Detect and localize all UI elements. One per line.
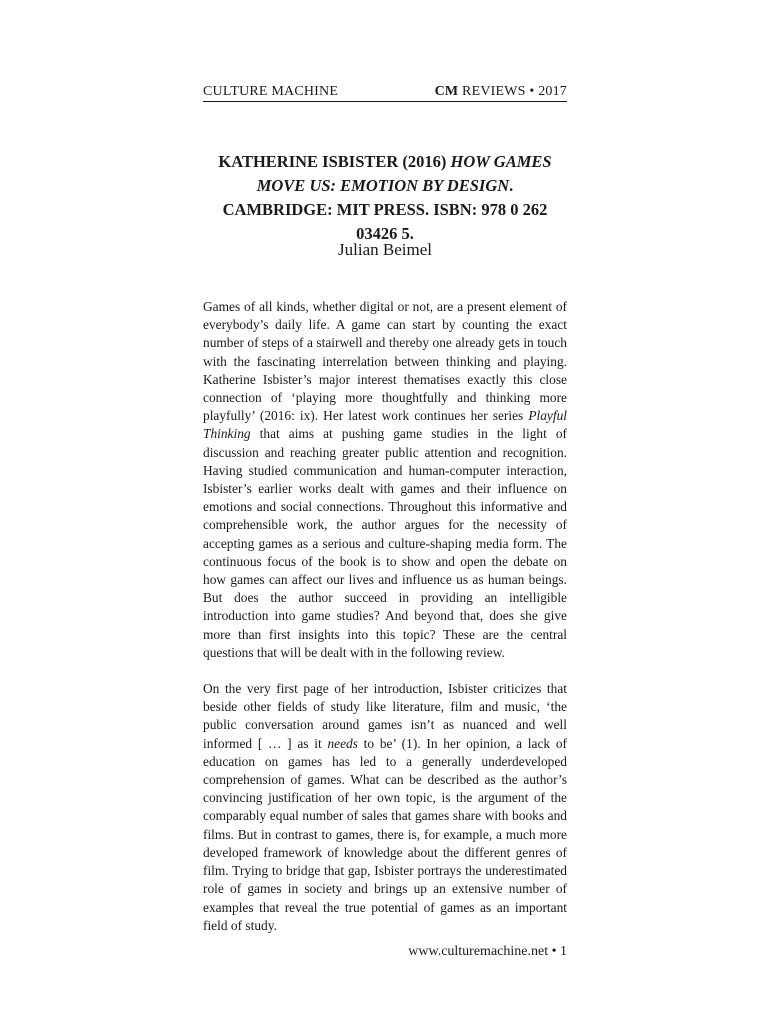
author-name: Julian Beimel: [338, 240, 432, 259]
title-part-1: KATHERINE ISBISTER (2016): [218, 152, 451, 171]
journal-name: CULTURE MACHINE: [203, 84, 339, 99]
paragraph-1: [203, 298, 567, 662]
p2-text-a: On the very first page of her introduction, Isbister criticizes that beside other fields of study like literature, film and music, ‘the public conversation around games isn’t as nuanced and well informed [ … ] as it: [203, 681, 567, 751]
title-part-2: . CAMBRIDGE: MIT PRESS. ISBN: 978 0 262 03426 5.: [222, 176, 548, 243]
cm-label: CM: [434, 84, 459, 99]
year-label: 2017: [538, 84, 567, 99]
article-body: [203, 298, 567, 953]
running-header: [203, 80, 567, 100]
book-title: HOW GAMES MOVE US: EMOTION BY DESIGN: [256, 152, 552, 195]
header-bullet: •: [529, 84, 535, 99]
p1-text-b: that aims at pushing game studies in the light of discussion and reaching greater public attention and recognition. Having studied communication and human-computer interaction, Isbister’s earlier works dealt with games and their influence on emotions and social connections. Throughout this informative and comprehensible work, the author argues for the necessity of accepting games as a serious and culture-shaping media form. The continuous focus of the book is to show and open the debate on how games can affect our lives and influence us as human beings. But does the author succeed in providing an intelligible introduction into game studies? And beyond that, does she give more than first insights into this topic? These are the central questions that will be dealt with in the following review.: [203, 426, 567, 660]
section-info: [435, 84, 567, 100]
page-footer: [380, 944, 567, 960]
series-title: Playful Thinking: [203, 408, 567, 442]
section-label: REVIEWS: [462, 84, 526, 99]
paragraph-2: [203, 680, 567, 935]
page-number: 1: [560, 944, 567, 959]
review-title: [200, 150, 570, 246]
p2-text-b: to be’ (1). In her opinion, a lack of education on games has led to a generally underdeveloped comprehension of games. What can be described as the author’s convincing justification of her own topic, is the argument of the comparably equal number of sales that games share with books and films. But in contrast to games, there is, for example, a much more developed framework of knowledge about the different genres of film. Trying to bridge that gap, Isbister portrays the underestimated role of games in society and brings up an extensive number of examples that reveal the true potential of games as an important field of study.: [203, 735, 567, 933]
header-rule: [203, 101, 567, 102]
p1-text-a: Games of all kinds, whether digital or not, are a present element of everybody’s daily life. A game can start by counting the exact number of steps of a stairwell and thereby one already gets in touch with the fascinating interrelation between thinking and playing. Katherine Isbister’s major interest thematises exactly this close connection of ‘playing more thoughtfully and thinking more playfully’ (2016: ix). Her latest work continues her series: [203, 299, 567, 424]
footer-url[interactable]: www.culturemachine.net: [408, 944, 549, 959]
emphasis-needs: needs: [327, 735, 358, 751]
footer-bullet: •: [551, 944, 557, 959]
